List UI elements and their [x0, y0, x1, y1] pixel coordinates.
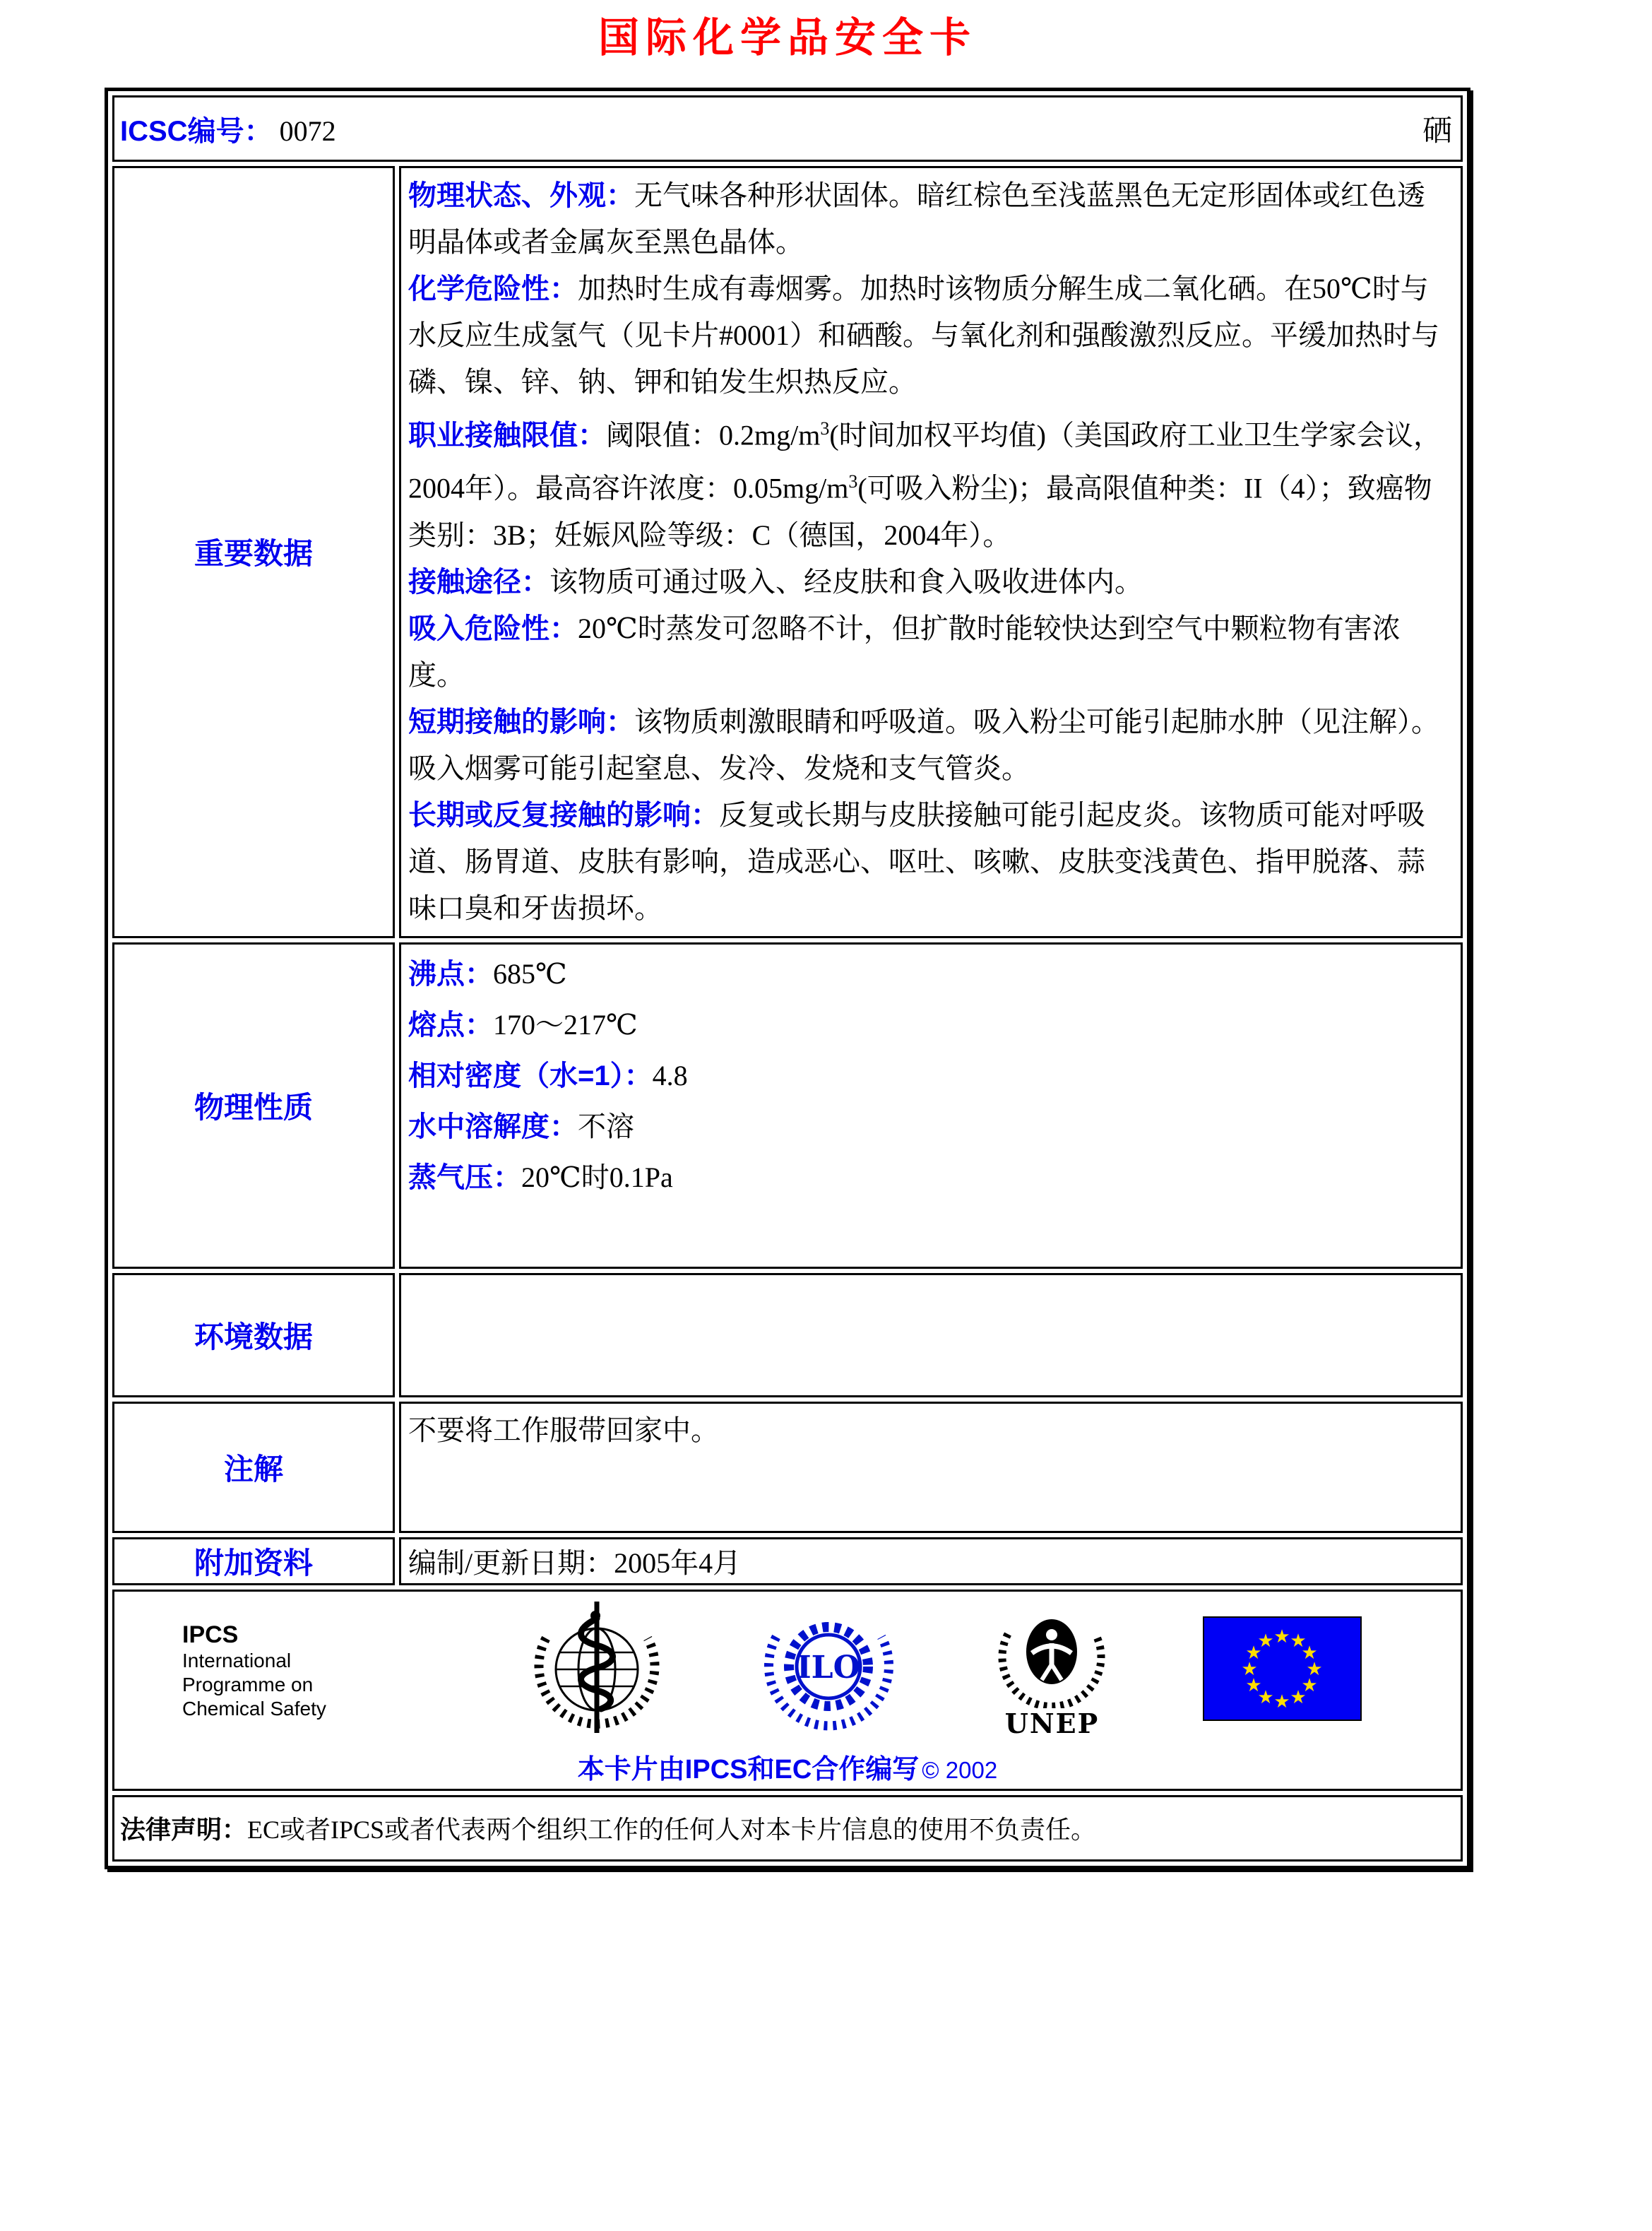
svg-text:★: ★	[1306, 1659, 1323, 1681]
text-run: (时间加权平均值)（美国政府工业卫生学家会议，2004年）。最高容许浓度：0.05mg/m	[408, 419, 1442, 504]
text-run: 化学危险性：	[408, 273, 578, 304]
text-run: 无气味各种形状固体。暗红棕色至浅蓝黑色无定形固体或红色透明晶体或者金属灰至黑色晶体。	[408, 179, 1425, 258]
svg-text:★: ★	[1241, 1659, 1258, 1681]
paragraph	[408, 1000, 1452, 1051]
additional-info-row	[112, 1537, 1463, 1585]
icsc-number-group	[120, 109, 336, 149]
additional-info-row-label: 附加资料	[112, 1537, 395, 1585]
paragraph	[408, 1051, 1452, 1101]
svg-text:★: ★	[1290, 1631, 1307, 1652]
ipcs-line-1: International	[182, 1649, 292, 1671]
text-run: 反复或长期与皮肤接触可能引起皮炎。该物质可能对呼吸道、肠胃道、皮肤有影响，造成恶心、呕吐、咳嗽、皮肤变浅黄色、指甲脱落、蒜味口臭和牙齿损坏。	[408, 798, 1425, 924]
important-data-content	[399, 166, 1463, 938]
important-data-row	[112, 166, 1463, 938]
svg-text:★: ★	[1301, 1643, 1318, 1664]
additional-info-content: 编制/更新日期：2005年4月	[399, 1537, 1463, 1585]
paragraph	[408, 266, 1452, 406]
legal-cell	[112, 1795, 1463, 1862]
text-run: 吸入危险性：	[408, 613, 578, 644]
paragraph	[408, 1101, 1452, 1152]
text-run: 4.8	[652, 1059, 688, 1091]
ilo-logo-icon	[756, 1598, 901, 1743]
svg-text:★: ★	[1257, 1687, 1274, 1709]
text-run: 阈限值：0.2mg/m	[606, 419, 821, 451]
svg-text:★: ★	[1245, 1675, 1262, 1697]
icsc-card-table	[105, 88, 1470, 1869]
svg-text:★: ★	[1290, 1687, 1307, 1709]
physical-properties-content	[399, 942, 1463, 1269]
text-run: (可吸入粉尘)；最高限值种类：II（4）；致癌物类别：3B；妊娠风险等级：C（德国，2004年）。	[408, 472, 1432, 551]
text-run: 3	[848, 471, 858, 492]
text-run: 职业接触限值：	[408, 420, 606, 451]
paragraph	[408, 406, 1452, 559]
paragraph	[408, 1152, 1452, 1203]
text-run: 短期接触的影响：	[408, 706, 634, 738]
text-run: 不溶	[578, 1110, 634, 1142]
text-run: 170～217℃	[493, 1008, 638, 1041]
text-run: 接触途径：	[408, 566, 549, 598]
environmental-data-row-label: 环境数据	[112, 1273, 395, 1397]
text-run: 水中溶解度：	[408, 1111, 578, 1142]
ipcs-line-3: Chemical Safety	[182, 1697, 326, 1720]
text-run: 685℃	[493, 957, 567, 990]
paragraph	[408, 172, 1452, 266]
legal-row	[112, 1795, 1463, 1862]
text-run: 蒸气压：	[408, 1161, 521, 1193]
legal-text: EC或者IPCS或者代表两个组织工作的任何人对本卡片信息的使用不负责任。	[247, 1816, 1097, 1845]
ipcs-abbr: IPCS	[182, 1621, 239, 1648]
svg-text:★: ★	[1273, 1691, 1290, 1713]
important-data-row-label: 重要数据	[112, 166, 395, 938]
icsc-number-value: 0072	[279, 114, 336, 147]
who-logo-icon	[528, 1597, 666, 1744]
svg-text:★: ★	[1301, 1675, 1318, 1697]
ipcs-text-block	[182, 1621, 436, 1721]
text-run: 该物质刺激眼睛和呼吸道。吸入粉尘可能引起肺水肿（见注解）。吸入烟雾可能引起窒息、发冷、发烧和支气管炎。	[408, 705, 1439, 784]
paragraph	[408, 699, 1452, 792]
legal-label: 法律声明：	[120, 1815, 248, 1845]
paragraph	[408, 949, 1452, 1000]
ipcs-line-2: Programme on	[182, 1673, 314, 1696]
unep-logo	[992, 1602, 1112, 1739]
paragraph	[408, 792, 1452, 932]
text-run: 3	[820, 418, 830, 439]
svg-text:★: ★	[1245, 1643, 1262, 1664]
chemical-name: 硒	[1422, 115, 1452, 148]
logos-cell	[112, 1590, 1463, 1791]
text-run: 20℃时蒸发可忽略不计，但扩散时能较快达到空气中颗粒物有害浓度。	[408, 612, 1401, 691]
text-run: 20℃时0.1Pa	[521, 1161, 673, 1193]
paragraph	[408, 559, 1452, 605]
header-cell	[112, 95, 1463, 162]
physical-properties-row-label: 物理性质	[112, 942, 395, 1269]
footer-caption-text: 本卡片由IPCS和EC合作编写	[577, 1754, 920, 1785]
unep-logo-text: UNEP	[1004, 1707, 1100, 1739]
notes-row-label: 注解	[112, 1402, 395, 1533]
eu-flag-icon	[1203, 1616, 1362, 1724]
text-run: 沸点：	[408, 958, 493, 990]
environmental-data-row	[112, 1273, 1463, 1397]
logos-row	[112, 1590, 1463, 1791]
physical-properties-row	[112, 942, 1463, 1269]
page-title: 国际化学品安全卡	[598, 13, 977, 61]
text-run: 加热时生成有毒烟雾。加热时该物质分解生成二氧化硒。在50℃时与水反应生成氢气（见卡片#0001）和硒酸。与氧化剂和强酸激烈反应。平缓加热时与磷、镍、锌、钠、钾和铂发生炽热反应。	[408, 273, 1439, 398]
text-run: 相对密度（水=1）：	[408, 1060, 653, 1091]
footer-copyright: © 2002	[922, 1756, 998, 1783]
svg-text:★: ★	[1257, 1631, 1274, 1652]
text-run: 该物质可通过吸入、经皮肤和食入吸收进体内。	[549, 565, 1143, 598]
text-run: 长期或反复接触的影响：	[408, 799, 719, 831]
text-run: 熔点：	[408, 1009, 493, 1041]
paragraph	[408, 605, 1452, 699]
text-run: 物理状态、外观：	[408, 180, 634, 211]
svg-text:★: ★	[1273, 1626, 1290, 1648]
ilo-logo-text: ILO	[797, 1650, 860, 1686]
environmental-data-content	[399, 1273, 1463, 1397]
notes-row	[112, 1402, 1463, 1533]
notes-content: 不要将工作服带回家中。	[399, 1402, 1463, 1533]
footer-caption	[114, 1747, 1461, 1786]
icsc-number-label: ICSC编号：	[120, 115, 273, 147]
header-row	[112, 95, 1463, 162]
